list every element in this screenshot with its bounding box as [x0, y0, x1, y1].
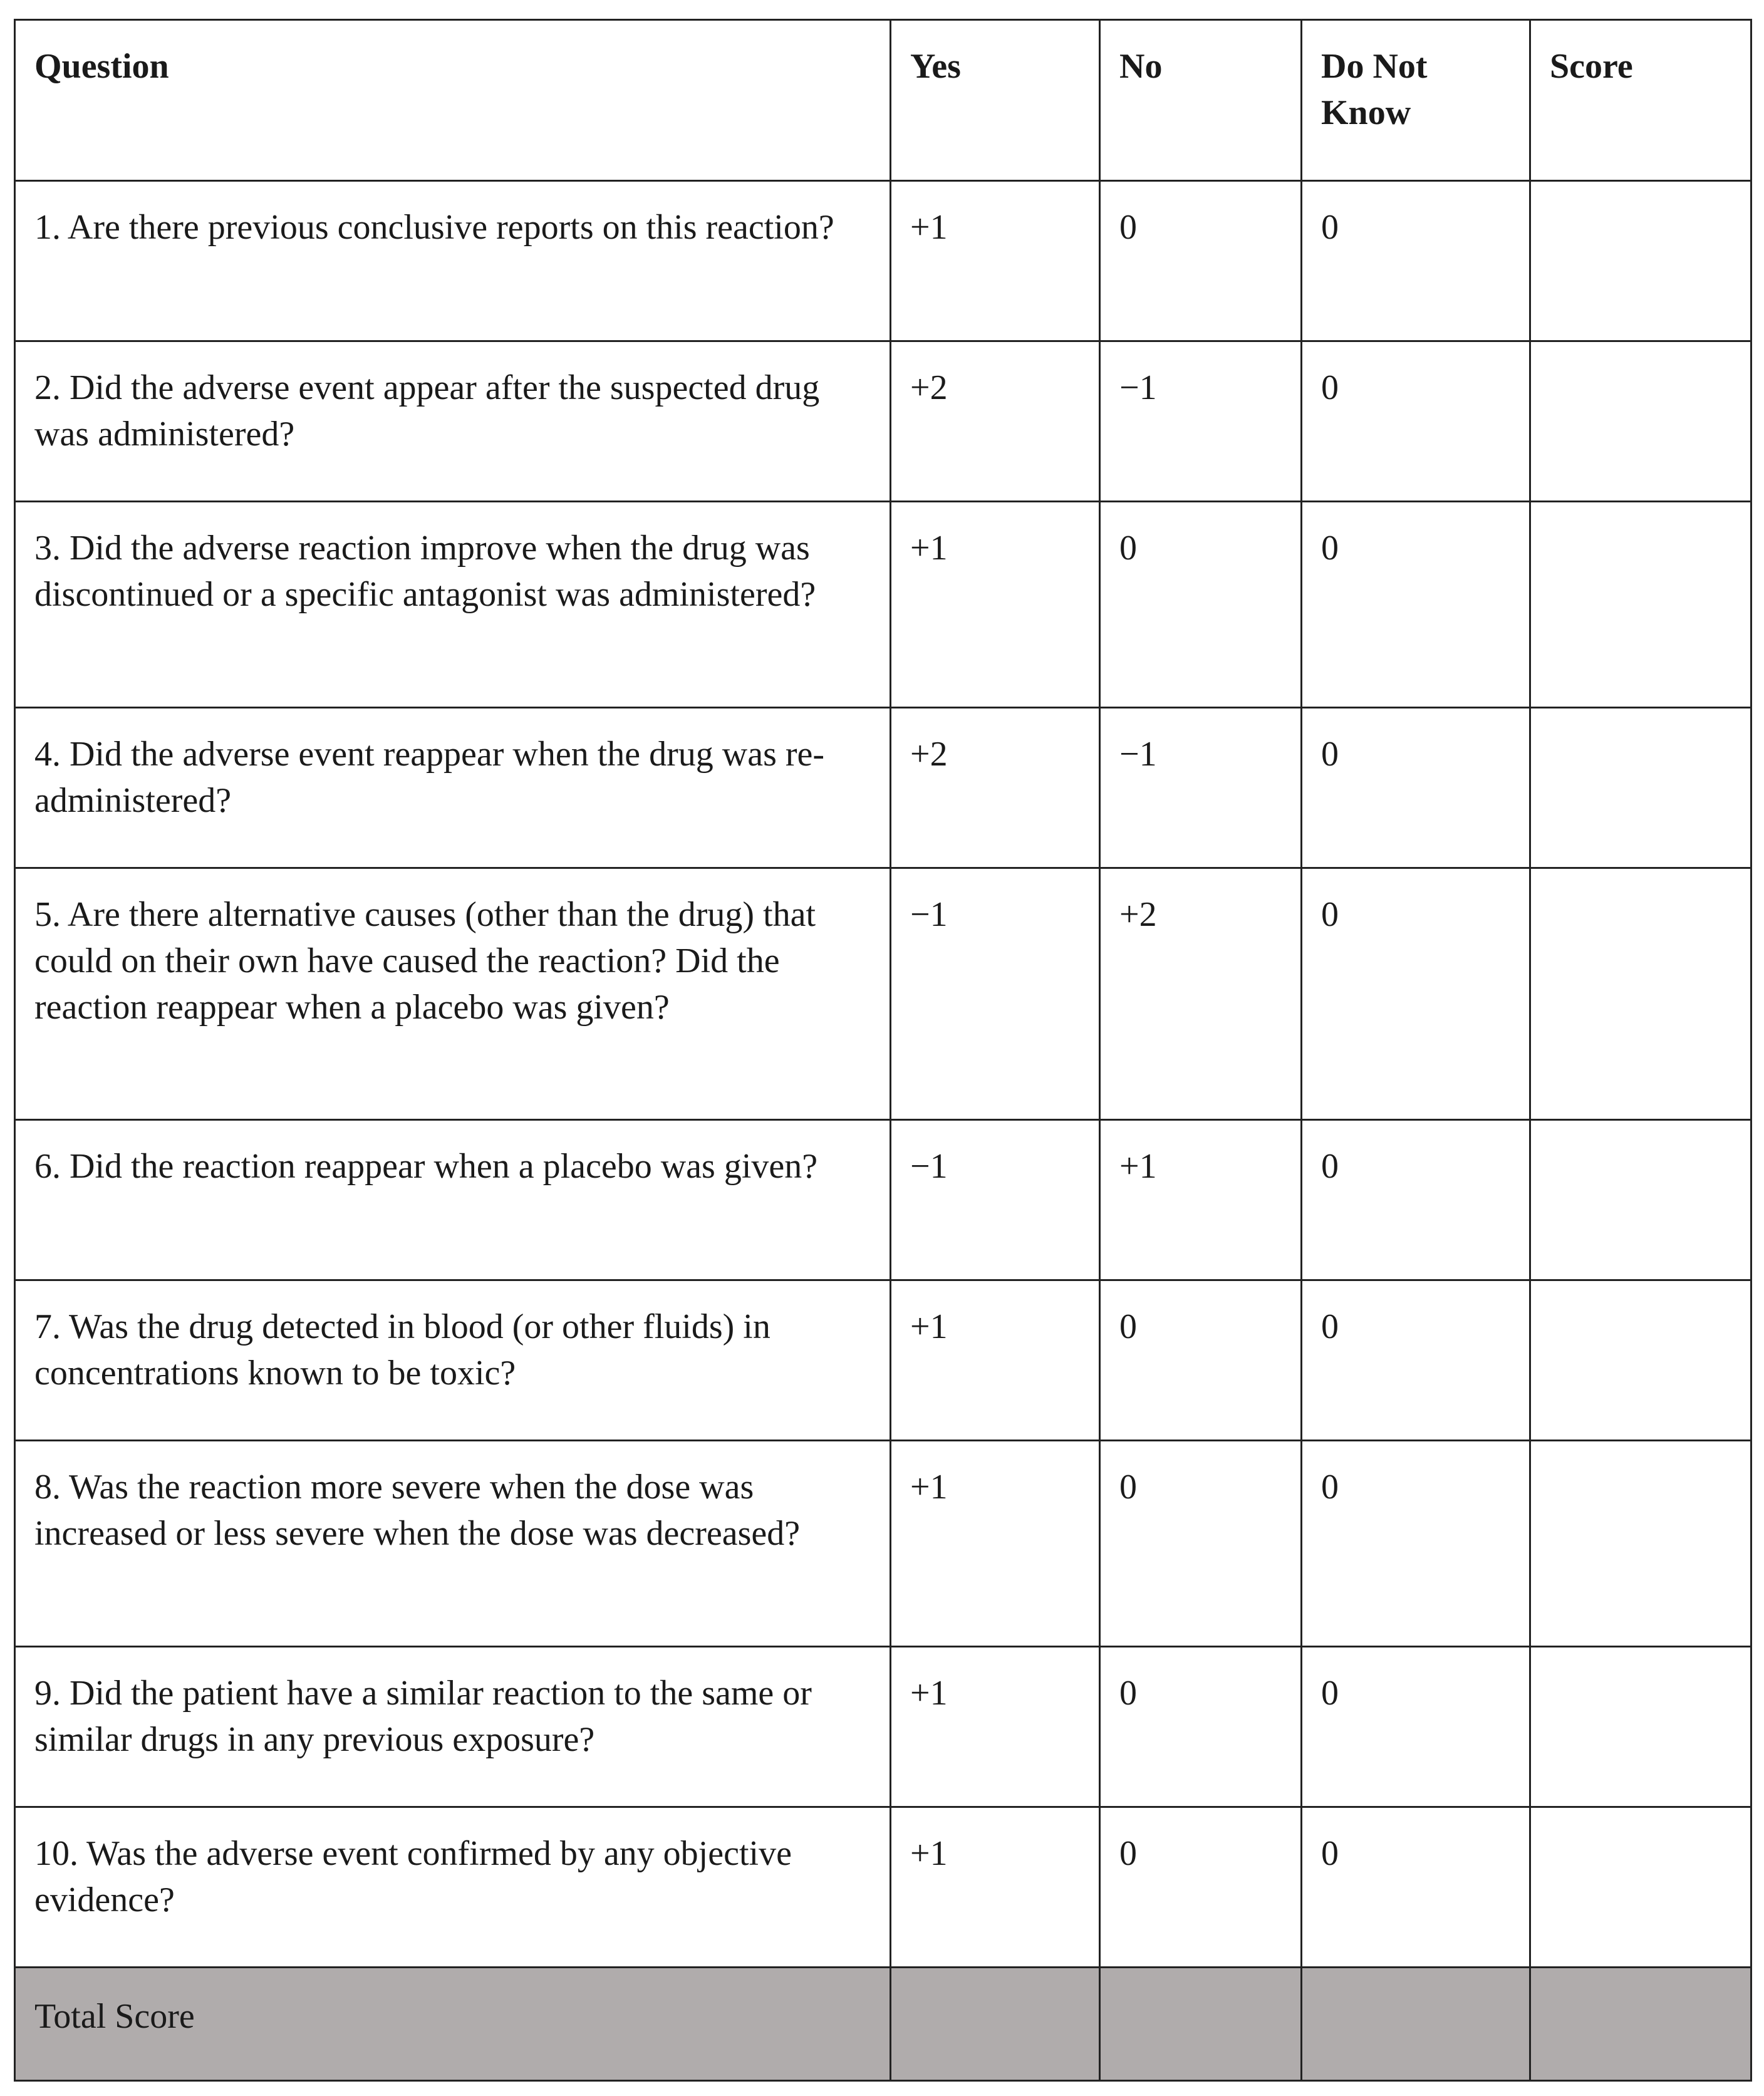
no-cell: 0 [1100, 502, 1302, 708]
yes-cell: −1 [891, 868, 1100, 1120]
score-cell[interactable] [1530, 341, 1751, 502]
do-not-know-cell: 0 [1302, 341, 1530, 502]
question-cell: 1. Are there previous conclusive reports on this reaction? [15, 181, 891, 341]
do-not-know-cell: 0 [1302, 502, 1530, 708]
table-row [15, 1441, 1751, 1647]
yes-cell: +1 [891, 181, 1100, 341]
total-no-cell [1100, 1968, 1302, 2081]
no-cell: 0 [1100, 181, 1302, 341]
no-cell: +1 [1100, 1120, 1302, 1280]
score-cell[interactable] [1530, 1120, 1751, 1280]
header-do-not-know: Do Not Know [1302, 20, 1530, 181]
no-cell: 0 [1100, 1441, 1302, 1647]
question-cell: 2. Did the adverse event appear after the suspected drug was administered? [15, 341, 891, 502]
table-row [15, 1807, 1751, 1968]
no-cell: 0 [1100, 1647, 1302, 1807]
question-cell: 3. Did the adverse reaction improve when the drug was discontinued or a specific antagonist was administered? [15, 502, 891, 708]
score-cell[interactable] [1530, 1441, 1751, 1647]
do-not-know-cell: 0 [1302, 1441, 1530, 1647]
no-cell: −1 [1100, 341, 1302, 502]
table-row [15, 708, 1751, 868]
header-question: Question [15, 20, 891, 181]
yes-cell: +1 [891, 1807, 1100, 1968]
no-cell: −1 [1100, 708, 1302, 868]
question-cell: 4. Did the adverse event reappear when the drug was re-administered? [15, 708, 891, 868]
table-row [15, 1647, 1751, 1807]
adverse-reaction-assessment-table [14, 19, 1752, 2082]
do-not-know-cell: 0 [1302, 708, 1530, 868]
total-score-row [15, 1968, 1751, 2081]
do-not-know-cell: 0 [1302, 1120, 1530, 1280]
yes-cell: +1 [891, 502, 1100, 708]
no-cell: +2 [1100, 868, 1302, 1120]
yes-cell: +1 [891, 1647, 1100, 1807]
yes-cell: +2 [891, 708, 1100, 868]
total-do-not-know-cell [1302, 1968, 1530, 2081]
table-row [15, 181, 1751, 341]
header-yes: Yes [891, 20, 1100, 181]
total-score-cell[interactable] [1530, 1968, 1751, 2081]
table-row [15, 341, 1751, 502]
question-cell: 10. Was the adverse event confirmed by any objective evidence? [15, 1807, 891, 1968]
header-score: Score [1530, 20, 1751, 181]
header-row [15, 20, 1751, 181]
table-row [15, 1280, 1751, 1441]
no-cell: 0 [1100, 1280, 1302, 1441]
yes-cell: +1 [891, 1441, 1100, 1647]
do-not-know-cell: 0 [1302, 868, 1530, 1120]
score-cell[interactable] [1530, 1647, 1751, 1807]
score-cell[interactable] [1530, 1280, 1751, 1441]
score-cell[interactable] [1530, 868, 1751, 1120]
table-row [15, 1120, 1751, 1280]
do-not-know-cell: 0 [1302, 181, 1530, 341]
question-cell: 5. Are there alternative causes (other than the drug) that could on their own have caused the reaction? Did the reaction reappear when a placebo was given? [15, 868, 891, 1120]
score-cell[interactable] [1530, 181, 1751, 341]
question-cell: 9. Did the patient have a similar reaction to the same or similar drugs in any previous exposure? [15, 1647, 891, 1807]
do-not-know-cell: 0 [1302, 1280, 1530, 1441]
table-row [15, 502, 1751, 708]
yes-cell: −1 [891, 1120, 1100, 1280]
score-cell[interactable] [1530, 502, 1751, 708]
score-cell[interactable] [1530, 1807, 1751, 1968]
total-yes-cell [891, 1968, 1100, 2081]
table-row [15, 868, 1751, 1120]
yes-cell: +1 [891, 1280, 1100, 1441]
score-cell[interactable] [1530, 708, 1751, 868]
header-no: No [1100, 20, 1302, 181]
question-cell: 7. Was the drug detected in blood (or other fluids) in concentrations known to be toxic? [15, 1280, 891, 1441]
do-not-know-cell: 0 [1302, 1647, 1530, 1807]
do-not-know-cell: 0 [1302, 1807, 1530, 1968]
question-cell: 8. Was the reaction more severe when the dose was increased or less severe when the dose was decreased? [15, 1441, 891, 1647]
no-cell: 0 [1100, 1807, 1302, 1968]
total-score-label: Total Score [15, 1968, 891, 2081]
question-cell: 6. Did the reaction reappear when a placebo was given? [15, 1120, 891, 1280]
yes-cell: +2 [891, 341, 1100, 502]
